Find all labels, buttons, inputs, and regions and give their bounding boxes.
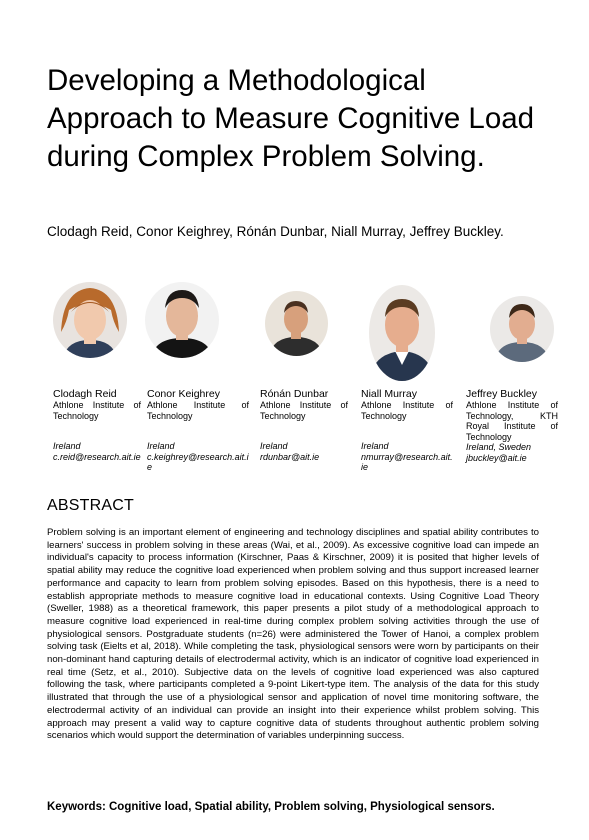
abstract-text: Problem solving is an important element of engineering and technology disciplines and spatial ability contributes to learners' success in problem solving in these areas (Wai, et al., 2009). As excessive cognitive load can impede an individual's capacity to process information (Kirschner, Paas & Kirschner, 2009) it is posited that higher levels of spatial ability may reduce the cognitive load experienced when problem solving and thus support increased learner performance and capacity to learn from problem solving episodes. Based on this hypothesis, there is a need to establish appropriate methods to measure cognitive load in educational contexts. Using Cognitive Load Theory (Sweller, 1988) as a theoretical framework, this paper presents a pilot study of a methodological approach to measure cognitive load experienced in real-time during complex problem solving activities through the use of physiological sensors. Postgraduate students (n=26) were administered the Tower of Hanoi, a complex problem solving task (Eielts et al, 2018). While completing the task, physiological sensors were worn by participants on their non-dominant hand capturing details of electrodermal activity, which is an indicator of cognitive load experienced in real time (Setz, et al., 2010). Subjective data on the levels of cognitive load experienced was also captured following the task, where participants completed a 9-point Likert-type item. The analysis of the data for this study illustrated that through the use of a physiological sensor and application of novel time monitoring software, the electrodermal activity of an individual can provide an insight into their experience whilst problem solving. This approach may present a valid way to capture cognitive data of students throughout authentic problem solving scenarios which would support the determination of variables underpinning success. xyxy=(47,527,539,742)
paper-title: Developing a Methodological Approach to Measure Cognitive Load during Complex Problem Solving. xyxy=(47,64,535,173)
author-photo-keighrey xyxy=(145,282,219,358)
author-country: Ireland, Sweden xyxy=(466,442,532,452)
author-name: Niall Murray xyxy=(361,388,418,400)
author-country: Ireland xyxy=(53,441,81,451)
author-email: c.reid@research.ait.ie xyxy=(53,451,141,462)
author-country: Ireland xyxy=(361,441,389,451)
author-affiliation: Athlone Institute of Technology xyxy=(361,400,453,421)
author-card xyxy=(147,388,249,473)
keywords: Keywords: Cognitive load, Spatial ability, Problem solving, Physiological sensors. xyxy=(47,801,495,813)
author-card xyxy=(361,388,453,473)
author-name: Clodagh Reid xyxy=(53,388,117,400)
author-card xyxy=(53,388,141,462)
author-name: Conor Keighrey xyxy=(147,388,220,400)
author-name: Rónán Dunbar xyxy=(260,388,329,400)
author-country: Ireland xyxy=(260,441,288,451)
author-photo-reid xyxy=(53,282,127,358)
abstract-heading: ABSTRACT xyxy=(47,497,134,514)
author-name: Jeffrey Buckley xyxy=(466,388,538,400)
author-photo-murray xyxy=(369,285,435,381)
author-card xyxy=(466,388,558,463)
author-email: jbuckley@ait.ie xyxy=(466,452,527,463)
author-card xyxy=(260,388,348,462)
author-affiliation: Athlone Institute of Technology xyxy=(53,400,141,421)
author-affiliation: Athlone Institute of Technology xyxy=(147,400,249,421)
author-email: nmurray@research.ait.ie xyxy=(361,451,453,472)
author-email: rdunbar@ait.ie xyxy=(260,451,320,462)
author-affiliation: Athlone Institute of Technology, KTH Royal Institute of Technology xyxy=(466,400,558,442)
author-country: Ireland xyxy=(147,441,175,451)
author-list: Clodagh Reid, Conor Keighrey, Rónán Dunbar, Niall Murray, Jeffrey Buckley. xyxy=(47,224,504,239)
author-photo-buckley xyxy=(490,296,554,362)
author-affiliation: Athlone Institute of Technology xyxy=(260,400,348,421)
author-photo-dunbar xyxy=(265,291,328,356)
author-email: c.keighrey@research.ait.ie xyxy=(147,451,249,472)
